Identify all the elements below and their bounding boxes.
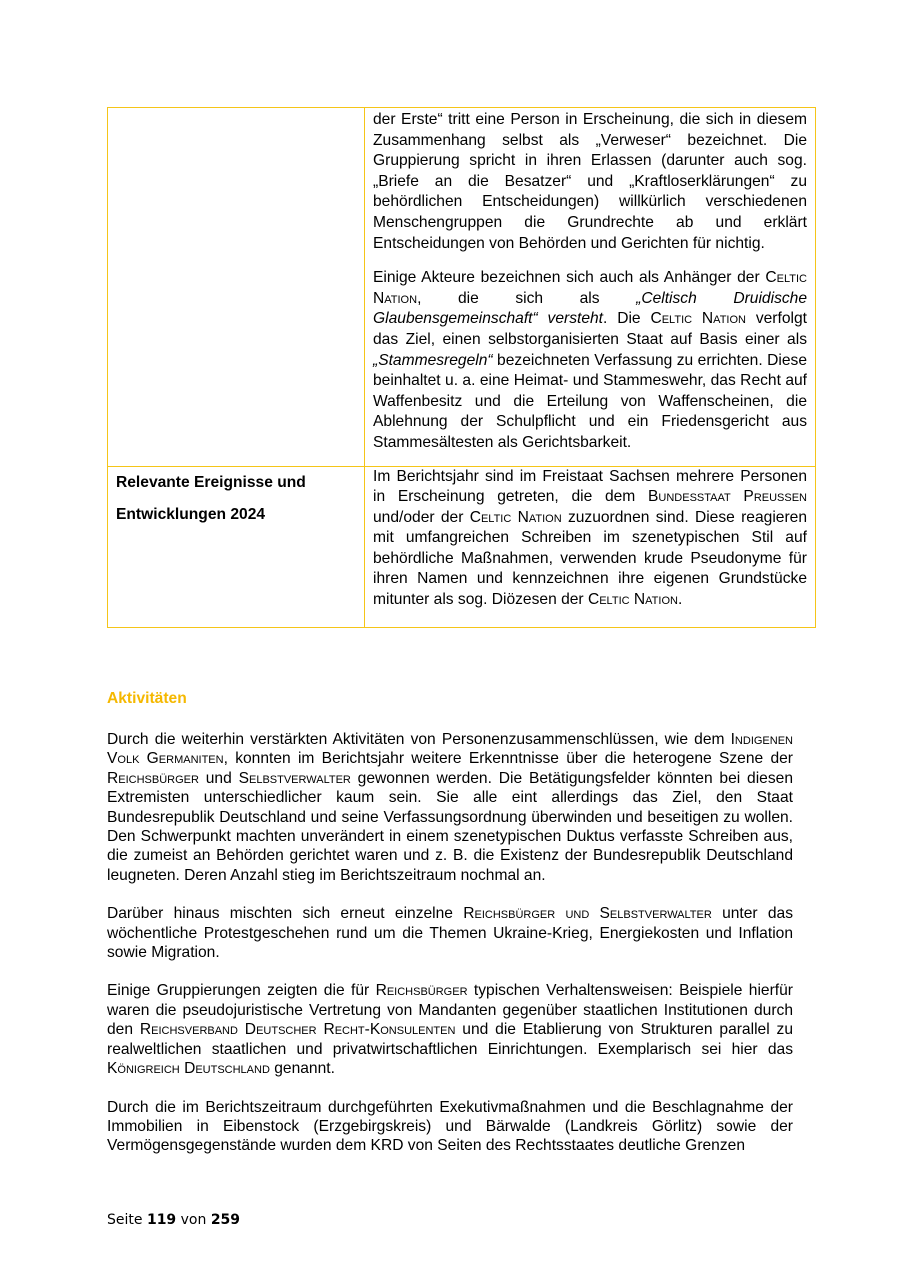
- page-total: 259: [210, 1212, 241, 1228]
- paragraph: Im Berichtsjahr sind im Freistaat Sachsen mehrere Personen in Erscheinung getreten, die dem Bundesstaat Preußen und/oder der Celtic Nation zuzuordnen sind. Diese reagieren mit umfangreichen Schreiben im szenetypischen Stil auf behördliche Maßnahmen, verwenden krude Pseudonyme für ihren Namen und kennzeichnen ihre eigenen Grundstücke mitunter als sog. Diözesen der Celtic Nation.: [373, 467, 808, 609]
- paragraph: Einige Gruppierungen zeigten die für Reichsbürger typischen Verhaltensweisen: Beispiele hierfür waren die pseudojuristische Vertretung von Mandanten gegenüber staatlichen Institutionen durch den Reichsverband Deutscher Recht-Konsulenten und die Etablierung von Strukturen parallel zu realweltlichen staatlichen und privatwirtschaftlichen Einrichtungen. Exemplarisch sei hier das Königreich Deutschland genannt.: [107, 982, 793, 1078]
- body-text: [107, 730, 793, 1175]
- section-heading: Aktivitäten: [107, 690, 187, 707]
- row-label: Relevante Ereignisse und Entwicklungen 2024: [116, 473, 306, 523]
- paragraph: der Erste“ tritt eine Person in Erscheinung, die sich in diesem Zusammenhang selbst als „Verweser“ bezeichnet. Die Gruppierung spricht in ihren Erlassen (darunter auch sog. „Briefe an die Besatzer“ und „Kraftloserklärungen“ zu behördlichen Entscheidungen) willkürlich verschiedenen Menschengruppen die Grundrechte ab und erklärt Entscheidungen von Behörden und Gerichten für nichtig.: [373, 111, 807, 252]
- paragraph: Durch die weiterhin verstärkten Aktivitäten von Personenzusammenschlüssen, wie dem Indigenen Volk Germaniten, konnten im Berichtsjahr weitere Erkenntnisse über die heterogene Szene der Reichsbürger und Selbstverwalter gewonnen werden. Die Betätigungsfelder könnten bei diesen Extremisten unterschiedlicher kaum sein. Sie alle eint allerdings das Ziel, den Staat Bundesrepublik Deutschland und seine Verfassungsordnung überwinden und beseitigen zu wollen. Den Schwerpunkt machten unverändert in einem szenetypischen Duktus verfasste Schreiben aus, die zumeist an Behörden gerichtet waren und z. B. die Existenz der Bundesrepublik Deutschland leugneten. Deren Anzahl stieg im Berichtszeitraum nochmal an.: [107, 731, 793, 884]
- table-row: [108, 466, 816, 627]
- table-text-cell: [365, 108, 816, 467]
- paragraph: Darüber hinaus mischten sich erneut einzelne Reichsbürger und Selbstverwalter unter das wöchentliche Protestgeschehen rund um die Themen Ukraine-Krieg, Energiekosten und Inflation sowie Migration.: [107, 905, 794, 962]
- table-text-cell: [365, 466, 816, 627]
- page-number: 119: [146, 1212, 177, 1228]
- paragraph: Einige Akteure bezeichnen sich auch als Anhänger der Celtic Nation, die sich als „Celtisch Druidische Glaubensgemeinschaft“ versteht. Die Celtic Nation verfolgt das Ziel, einen selbstorganisierten Staat auf Basis einer als „Stammesregeln“ bezeichneten Verfassung zu errichten. Diese beinhaltet u. a. eine Heimat- und Stammeswehr, das Recht auf Waffenbesitz und die Erteilung von Waffenscheinen, die Ablehnung der Schulpflicht und ein Friedensgericht aus Stammesältesten als Gerichtsbarkeit.: [373, 269, 808, 451]
- page-footer: Seite 119 von 259: [107, 1212, 241, 1228]
- table-label-cell: [108, 466, 365, 627]
- table-row: [108, 108, 816, 467]
- table-label-cell: [108, 108, 365, 467]
- info-table: [107, 107, 816, 628]
- paragraph: Durch die im Berichtszeitraum durchgeführten Exekutivmaßnahmen und die Beschlagnahme der Immobilien in Eibenstock (Erzgebirgskreis) und Bärwalde (Landkreis Görlitz) sowie der Vermögensgegenstände wurden dem KRD von Seiten des Rechtsstaates deutliche Grenzen: [107, 1098, 793, 1155]
